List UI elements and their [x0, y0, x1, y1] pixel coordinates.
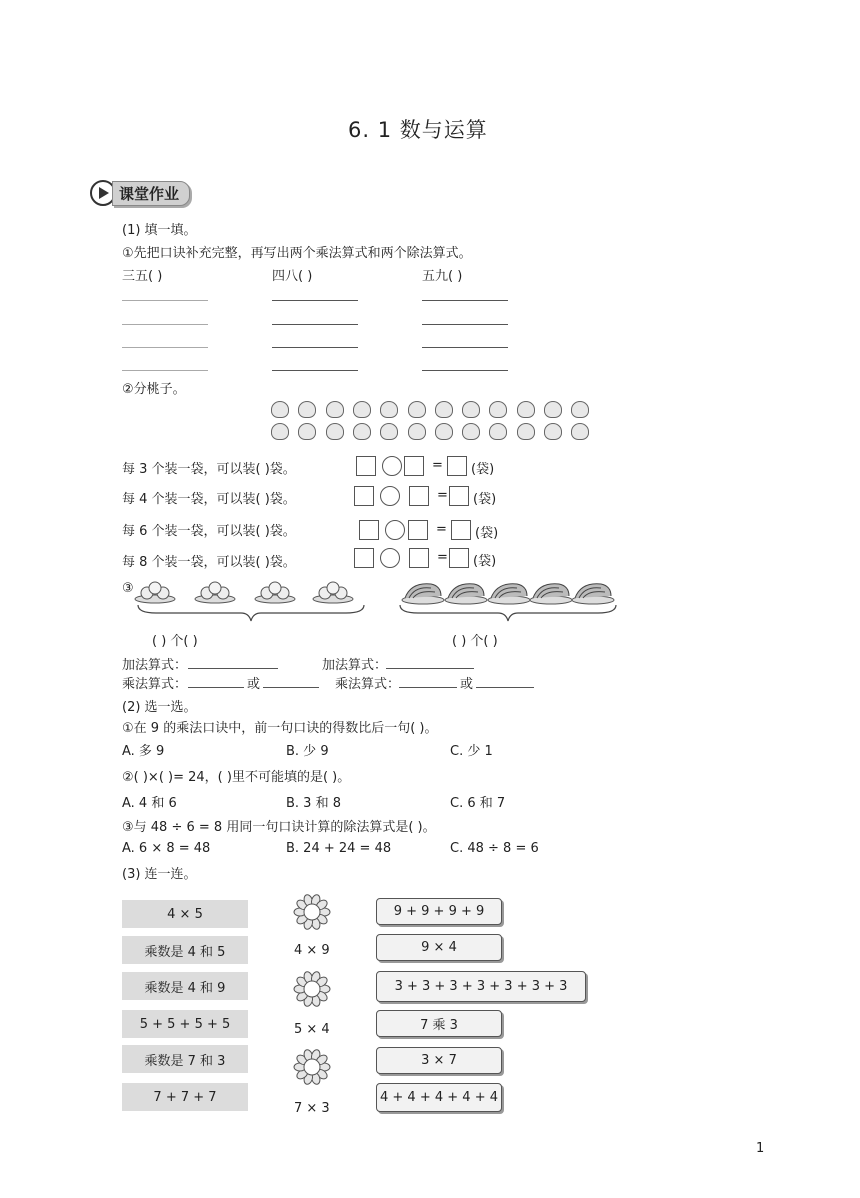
plate-icon — [312, 580, 354, 604]
right-card-3[interactable]: 3 + 3 + 3 + 3 + 3 + 3 + 3 — [376, 971, 586, 1002]
peach-icon — [571, 401, 589, 418]
peach-icon — [544, 401, 562, 418]
q1-part3: ③ — [122, 581, 134, 596]
kouju-1: 三五( ) — [122, 269, 163, 284]
left-card-6[interactable]: 7 + 7 + 7 — [122, 1083, 248, 1111]
answer-line[interactable] — [122, 300, 208, 301]
peach-icon — [326, 423, 344, 440]
answer-line[interactable] — [122, 347, 208, 348]
left-card-1[interactable]: 4 × 5 — [122, 900, 248, 928]
peach-icon — [271, 401, 289, 418]
q2-item1-b: B. 少 9 — [286, 744, 329, 759]
right-card-2[interactable]: 9 × 4 — [376, 934, 502, 961]
equals-sign: = — [437, 550, 448, 565]
section-label: 课堂作业 — [112, 181, 190, 206]
operator-circle[interactable] — [380, 548, 400, 568]
q2-item1-a: A. 多 9 — [122, 744, 165, 759]
answer-box[interactable] — [359, 520, 379, 540]
banana-icon — [401, 578, 445, 606]
kouju-3: 五九( ) — [422, 269, 463, 284]
operator-circle[interactable] — [385, 520, 405, 540]
flower-icon — [292, 892, 332, 932]
peach-icon — [408, 401, 426, 418]
answer-line[interactable] — [272, 324, 358, 325]
left-card-2[interactable]: 乘数是 4 和 5 — [122, 936, 248, 964]
unit-label: (袋) — [473, 554, 497, 569]
kouju-2: 四八( ) — [272, 269, 313, 284]
middle-label-3[interactable]: 7 × 3 — [294, 1101, 330, 1116]
peach-icon — [298, 423, 316, 440]
answer-box[interactable] — [451, 520, 471, 540]
middle-label-1[interactable]: 4 × 9 — [294, 943, 330, 958]
or-left: 或 — [247, 677, 261, 692]
peach-icon — [517, 401, 535, 418]
answer-box[interactable] — [449, 486, 469, 506]
peach-icon — [326, 401, 344, 418]
plate-icon — [254, 580, 296, 604]
answer-line[interactable] — [422, 300, 508, 301]
q2-item3-a: A. 6 × 8 = 48 — [122, 841, 211, 856]
q1-part2: ②分桃子。 — [122, 382, 186, 397]
right-card-6[interactable]: 4 + 4 + 4 + 4 + 4 — [376, 1083, 502, 1112]
answer-box[interactable] — [354, 548, 374, 568]
right-brace — [398, 603, 618, 623]
answer-box[interactable] — [354, 486, 374, 506]
peach-icon — [298, 401, 316, 418]
banana-icon — [529, 578, 573, 606]
answer-line[interactable] — [122, 324, 208, 325]
right-card-4[interactable]: 7 乘 3 — [376, 1010, 502, 1037]
peach-icon — [271, 423, 289, 440]
answer-line[interactable] — [122, 370, 208, 371]
peach-icon — [353, 423, 371, 440]
answer-line[interactable] — [272, 347, 358, 348]
unit-label: (袋) — [471, 462, 495, 477]
answer-box[interactable] — [447, 456, 467, 476]
q2-item2-a: A. 4 和 6 — [122, 796, 177, 811]
left-brace — [136, 603, 366, 623]
peach-icon — [489, 401, 507, 418]
division-row-4: 每 8 个装一袋，可以装( )袋。 — [122, 555, 296, 570]
division-row-2: 每 4 个装一袋，可以装( )袋。 — [122, 492, 296, 507]
peach-icon — [380, 423, 398, 440]
peach-icon — [408, 423, 426, 440]
unit-label: (袋) — [473, 492, 497, 507]
q2-heading: (2) 选一选。 — [122, 700, 197, 715]
q2-item2: ②( )×( )= 24，( )里不可能填的是( )。 — [122, 770, 351, 785]
answer-line[interactable] — [272, 300, 358, 301]
q1-heading: (1) 填一填。 — [122, 223, 197, 238]
banana-icon — [487, 578, 531, 606]
q2-item3-b: B. 24 + 24 = 48 — [286, 841, 392, 856]
q2-item1: ①在 9 的乘法口诀中，前一句口诀的得数比后一句( )。 — [122, 721, 438, 736]
answer-box[interactable] — [449, 548, 469, 568]
peach-icon — [517, 423, 535, 440]
right-card-1[interactable]: 9 + 9 + 9 + 9 — [376, 898, 502, 925]
or-right: 或 — [460, 677, 474, 692]
count-right: ( ) 个( ) — [452, 634, 498, 649]
answer-line[interactable] — [422, 324, 508, 325]
equals-sign: = — [437, 488, 448, 503]
plate-icon — [134, 580, 176, 604]
page-number: 1 — [756, 1141, 765, 1156]
middle-label-2[interactable]: 5 × 4 — [294, 1022, 330, 1037]
plate-icon — [194, 580, 236, 604]
peach-icon — [462, 423, 480, 440]
left-card-5[interactable]: 乘数是 7 和 3 — [122, 1045, 248, 1073]
q2-item3-c: C. 48 ÷ 8 = 6 — [450, 841, 539, 856]
q2-item2-b: B. 3 和 8 — [286, 796, 341, 811]
right-card-5[interactable]: 3 × 7 — [376, 1047, 502, 1074]
q2-item3: ③与 48 ÷ 6 = 8 用同一句口诀计算的除法算式是( )。 — [122, 820, 436, 835]
peach-icon — [544, 423, 562, 440]
mul-right-label: 乘法算式： — [335, 677, 401, 692]
add-right-label: 加法算式： — [322, 658, 388, 673]
answer-box[interactable] — [404, 456, 424, 476]
banana-icon — [571, 578, 615, 606]
page-title: 6. 1 数与运算 — [348, 118, 488, 142]
operator-circle[interactable] — [380, 486, 400, 506]
answer-line[interactable] — [422, 370, 508, 371]
operator-circle[interactable] — [382, 456, 402, 476]
equals-sign: = — [432, 458, 443, 473]
answer-box[interactable] — [408, 520, 428, 540]
q2-item2-c: C. 6 和 7 — [450, 796, 506, 811]
add-left-label: 加法算式： — [122, 658, 188, 673]
count-left: ( ) 个( ) — [152, 634, 198, 649]
left-card-4[interactable]: 5 + 5 + 5 + 5 — [122, 1010, 248, 1038]
flower-icon — [292, 1047, 332, 1087]
peach-icon — [489, 423, 507, 440]
answer-box[interactable] — [409, 486, 429, 506]
equals-sign: = — [436, 522, 447, 537]
answer-box[interactable] — [356, 456, 376, 476]
division-row-1: 每 3 个装一袋，可以装( )袋。 — [122, 462, 296, 477]
peach-icon — [380, 401, 398, 418]
flower-icon — [292, 969, 332, 1009]
q1-part1: ①先把口诀补充完整，再写出两个乘法算式和两个除法算式。 — [122, 246, 472, 261]
division-row-3: 每 6 个装一袋，可以装( )袋。 — [122, 524, 296, 539]
section-badge — [90, 180, 190, 206]
peach-icon — [462, 401, 480, 418]
answer-line[interactable] — [422, 347, 508, 348]
answer-box[interactable] — [409, 548, 429, 568]
left-card-3[interactable]: 乘数是 4 和 9 — [122, 972, 248, 1000]
peach-icon — [571, 423, 589, 440]
q3-heading: (3) 连一连。 — [122, 867, 197, 882]
peach-icon — [435, 423, 453, 440]
mul-left-label: 乘法算式： — [122, 677, 188, 692]
banana-icon — [444, 578, 488, 606]
peach-icon — [353, 401, 371, 418]
answer-line[interactable] — [272, 370, 358, 371]
peach-icon — [435, 401, 453, 418]
q2-item1-c: C. 少 1 — [450, 744, 493, 759]
unit-label: (袋) — [475, 526, 499, 541]
